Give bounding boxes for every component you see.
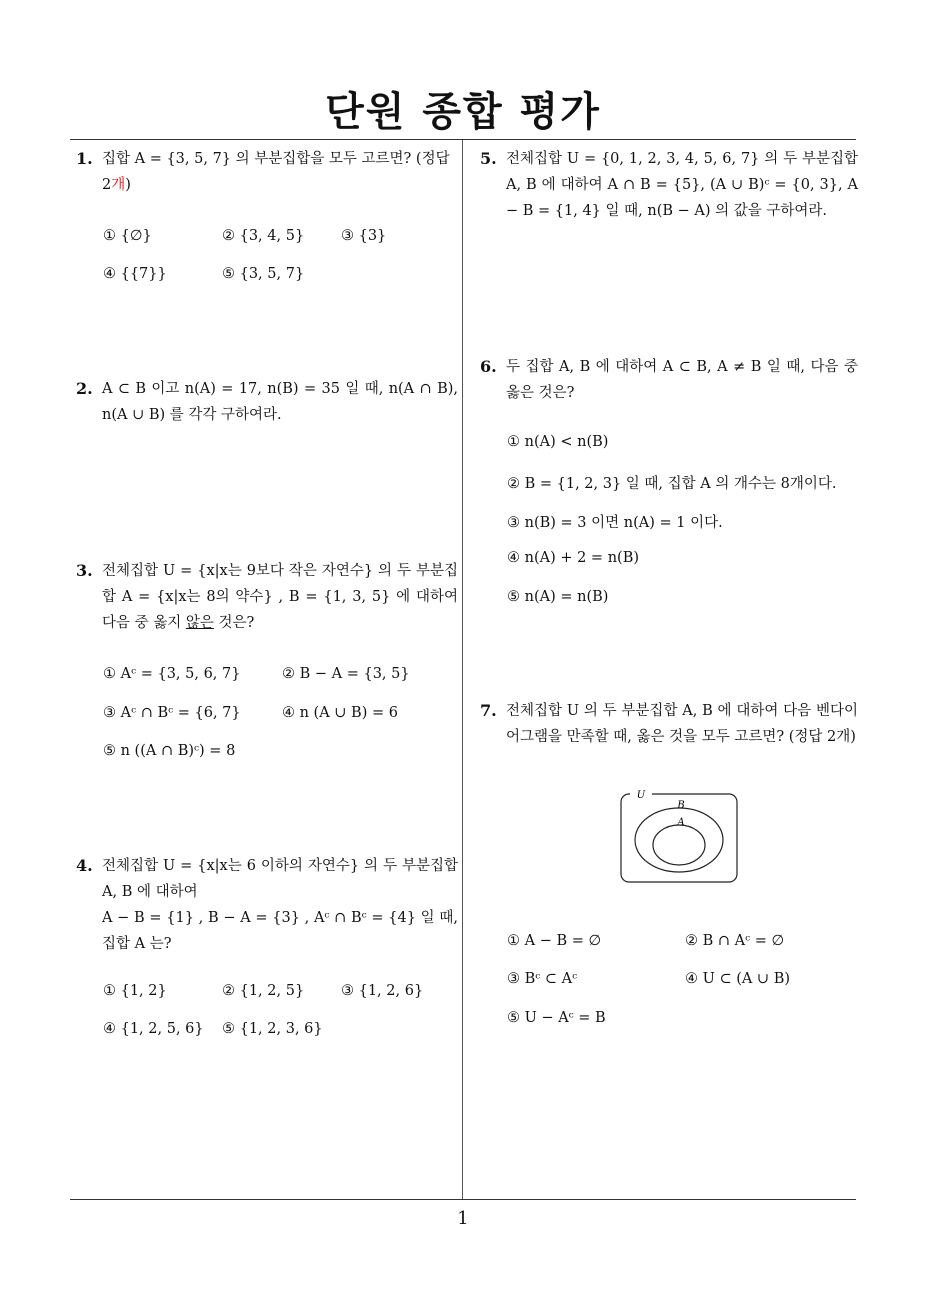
option-3[interactable]: ③ {3} [341,228,387,244]
set-b-label: B [677,800,685,811]
question-condition: A − B = {1} , B − A = {3} , Aᶜ ∩ Bᶜ = {4} 일 때, 집합 A 는? [102,910,458,952]
option-3[interactable]: ③ Bᶜ ⊂ Aᶜ [507,971,578,987]
option-1[interactable]: ① n(A) < n(B) [507,434,609,450]
page-title: 단원 종합 평가 [325,89,601,135]
option-4[interactable]: ④ {1, 2, 5, 6} [103,1021,204,1037]
venn-diagram [617,786,741,886]
question-number: 1. [76,149,93,168]
question-5 [480,146,858,224]
question-text: 두 집합 A, B 에 대하여 A ⊂ B, A ≠ B 일 때, 다음 중 옳은 것은? [506,359,858,401]
option-2[interactable]: ② B − A = {3, 5} [282,666,410,682]
question-number: 7. [480,701,497,720]
option-5[interactable]: ⑤ {3, 5, 7} [222,266,305,282]
option-1[interactable]: ① {∅} [103,228,152,244]
question-1 [76,146,458,198]
question-text: 집합 A = {3, 5, 7} 의 부분집합을 모두 고르면? (정답 2개) [102,151,450,193]
question-text: 전체집합 U = {x|x는 6 이하의 자연수} 의 두 부분집합 A, B 에 대하여 [102,858,458,900]
option-2[interactable]: ② {3, 4, 5} [222,228,305,244]
question-number: 5. [480,149,497,168]
set-a-circle [653,825,705,865]
option-4[interactable]: ④ n (A ∪ B) = 6 [282,705,398,721]
option-5[interactable]: ⑤ n ((A ∩ B)ᶜ) = 8 [103,743,236,759]
option-1[interactable]: ① Aᶜ = {3, 5, 6, 7} [103,666,241,682]
page-number: 1 [457,1208,469,1229]
option-4[interactable]: ④ U ⊂ (A ∪ B) [685,971,791,987]
top-rule [70,139,856,140]
option-4[interactable]: ④ {{7}} [103,266,167,282]
universe-label: U [636,790,646,801]
option-3[interactable]: ③ n(B) = 3 이면 n(A) = 1 이다. [507,515,723,531]
question-text: 전체집합 U = {x|x는 9보다 작은 자연수} 의 두 부분집합 A = {x|x는 8의 약수} , B = {1, 3, 5} 에 대하여 다음 중 옳지 않은 것은? [102,563,458,631]
question-number: 2. [76,379,93,398]
option-5[interactable]: ⑤ n(A) = n(B) [507,589,609,605]
option-3[interactable]: ③ Aᶜ ∩ Bᶜ = {6, 7} [103,705,241,721]
option-2[interactable]: ② {1, 2, 5} [222,983,305,999]
question-6 [480,354,858,406]
column-divider [462,140,463,1200]
option-1[interactable]: ① {1, 2} [103,983,167,999]
question-4 [76,853,458,957]
question-number: 6. [480,357,497,376]
question-text: 전체집합 U 의 두 부분집합 A, B 에 대하여 다음 벤다이어그램을 만족할 때, 옳은 것을 모두 고르면? (정답 2개) [506,703,858,745]
question-2 [76,376,458,428]
question-3 [76,558,458,636]
question-number: 4. [76,856,93,875]
option-5[interactable]: ⑤ {1, 2, 3, 6} [222,1021,323,1037]
option-3[interactable]: ③ {1, 2, 6} [341,983,424,999]
option-1[interactable]: ① A − B = ∅ [507,933,602,949]
question-text: 전체집합 U = {0, 1, 2, 3, 4, 5, 6, 7} 의 두 부분집합 A, B 에 대하여 A ∩ B = {5}, (A ∪ B)ᶜ = {0, 3}, A − B = {1, 4} 일 때, n(B − A) 의 값을 구하여라. [506,151,858,219]
option-2[interactable]: ② B = {1, 2, 3} 일 때, 집합 A 의 개수는 8개이다. [507,476,837,492]
bottom-rule [70,1199,856,1200]
option-5[interactable]: ⑤ U − Aᶜ = B [507,1010,606,1026]
option-4[interactable]: ④ n(A) + 2 = n(B) [507,550,640,566]
question-number: 3. [76,561,93,580]
question-text: A ⊂ B 이고 n(A) = 17, n(B) = 35 일 때, n(A ∩ B), n(A ∪ B) 를 각각 구하여라. [102,381,458,423]
set-a-label: A [677,817,685,828]
option-2[interactable]: ② B ∩ Aᶜ = ∅ [685,933,785,949]
question-7 [480,698,858,750]
